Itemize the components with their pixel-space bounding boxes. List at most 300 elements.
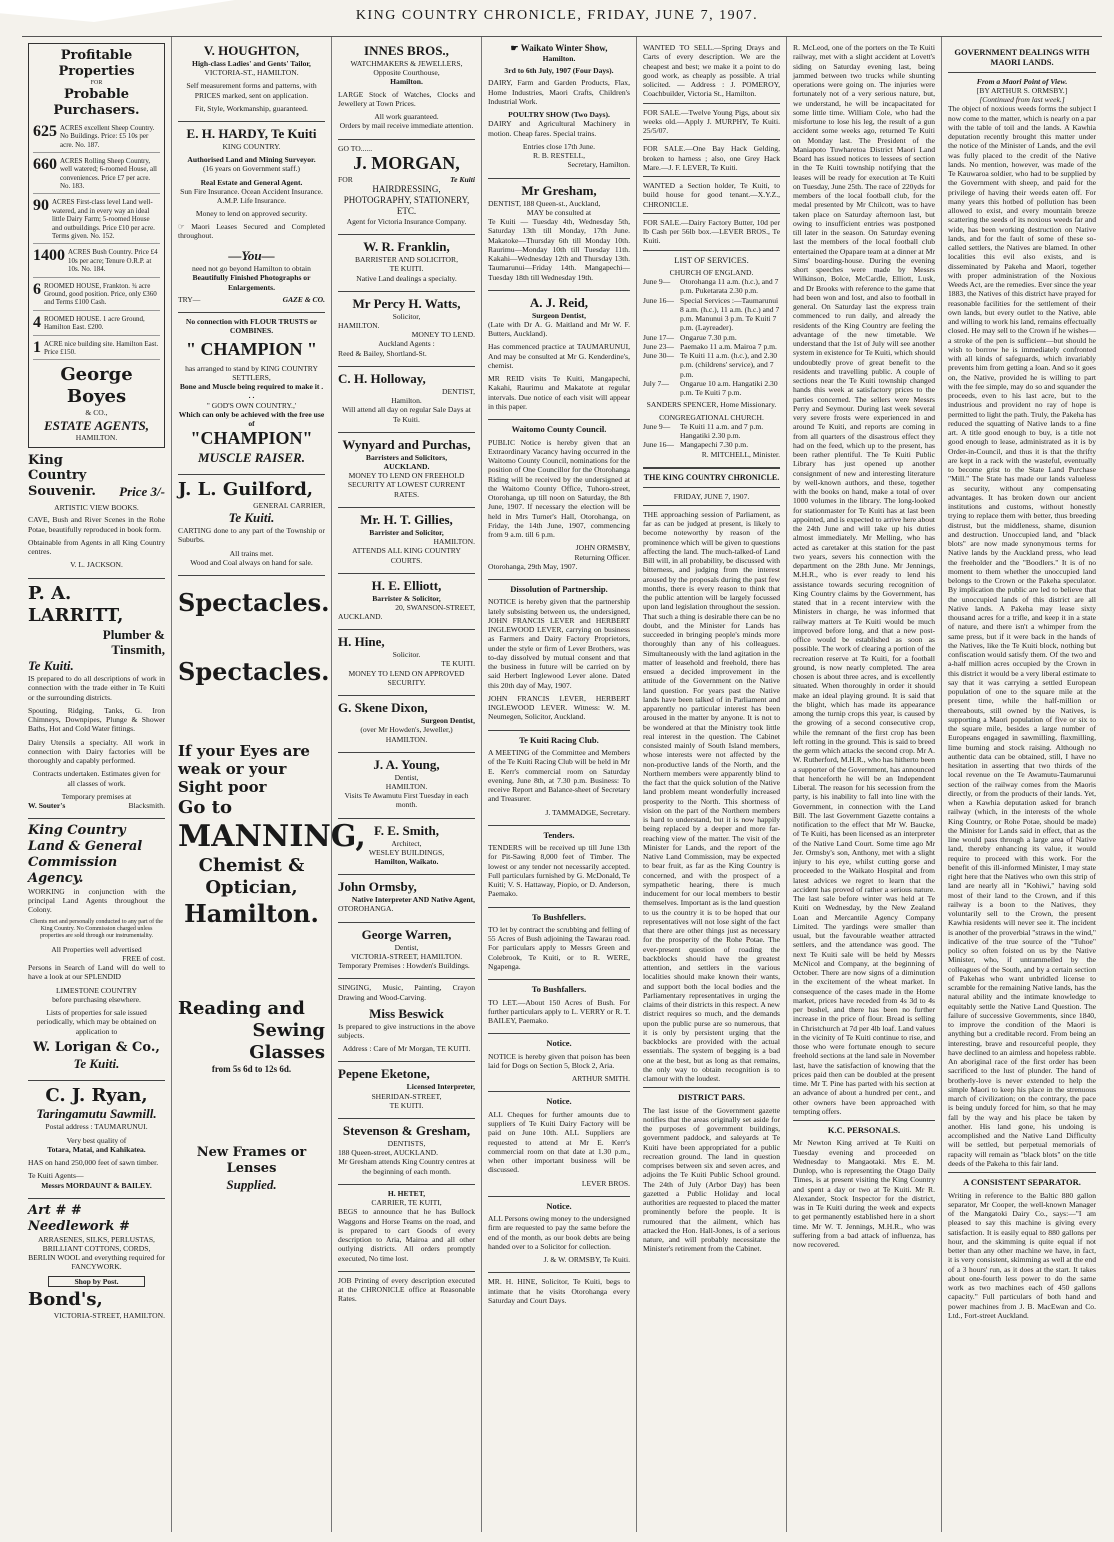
dixon-name: G. Skene Dixon, xyxy=(338,700,428,716)
guilford-trains: All trains met. xyxy=(229,548,274,558)
waitomo-body: PUBLIC Notice is hereby given that an Extraordinary Vacancy having occurred in the Waitomo County Council, nominations for the position of One Councillor for the Otorohanga Riding will be received by the undersigned at the Waitomo County Office, Tuhoro-street, Otorohanga, up till noon on Saturday, the 8th June, 1907. If necessary the election will be held in Mrs Turner's Hall, Otorohanga, on Friday, the 14th June, 1907, commencing from 9 a.m. till 6 p.m. xyxy=(488,437,630,540)
sg-name: Stevenson & Gresham, xyxy=(342,1123,471,1138)
champion-raiser: MUSCLE RAISER. xyxy=(198,450,305,466)
souvenir-sub: ARTISTIC VIEW BOOKS. xyxy=(54,503,139,513)
warren-ad xyxy=(338,927,475,971)
eketone-ad xyxy=(338,1066,475,1110)
eketone-sub: Licensed Interpreter, xyxy=(406,1082,475,1092)
guilford-wood: Wood and Coal always on hand for sale. xyxy=(190,557,313,567)
waikato-place: Hamilton. xyxy=(542,53,576,63)
champion-name2: "CHAMPION" xyxy=(190,428,313,449)
you: —You— xyxy=(228,248,275,264)
franklin-place: TE KUITI. xyxy=(389,264,424,274)
larritt-ad xyxy=(28,583,165,811)
young-place: HAMILTON. xyxy=(385,781,428,791)
hetet-name: H. HETET, xyxy=(387,1188,426,1198)
separator-body: Writing in reference to the Baltic 880 gallon separator, Mr Cooper, the well-known Manager of the Mangatoki Dairy Co., says:—"I am pleased to say this machine is giving every satisfaction. It is easily equal to 880 gallons per hour, and the skimming is quite equal if not better than any other machine we have, in fact, it is very consistent, skimming as well at the end of a 3 hours' run, as it does at the start. It takes about one-fourth less power to do the same work as two machines each of 450 gallons capacity." Full particulars of both hand and power machines from J. B. MacEwan and Co. Ltd., Fort-street Auckland. xyxy=(948,1190,1096,1320)
gresham-sched: Te Kuiti — Tuesday 4th, Wednesday 5th, Saturday 13th till Monday, 17th June. Makatoke—Thursday 6th till Monday 10th. Raurimu—Monday 10th till Tuesday 11th. Kakahi—Wednesday 12th and Thursday 13th. Taumarunui—Friday 14th. Mangapechi—Tuesday 18th till Wednesday 19th. xyxy=(488,217,630,282)
wanted-section: WANTED a Section holder, Te Kuiti, to build house for good tenant.—X.Y.Z., CHRONICLE. xyxy=(643,181,780,209)
watts-place: HAMILTON. xyxy=(338,320,380,330)
franklin-native: Native Land dealings a specialty. xyxy=(356,273,457,283)
waitomo-title: Waitomo County Council. xyxy=(511,424,607,435)
notice-cheques xyxy=(488,1096,630,1187)
boyes-name: George Boyes xyxy=(60,364,133,408)
masthead: KING COUNTRY CHRONICLE, FRIDAY, JUNE 7, 1907. xyxy=(355,8,759,23)
holloway-name: C. H. Holloway, xyxy=(338,370,426,386)
notice1-sign: ARTHUR SMITH. xyxy=(571,1074,630,1084)
profitable-title: Profitable Properties xyxy=(58,48,135,79)
beswick-body: SINGING, Music, Painting, Crayon Drawing and Wood-Carving. xyxy=(338,983,475,1002)
reading-2: Sewing Glasses xyxy=(249,1020,325,1064)
reading-price: from 5s 6d to 12s 6d. xyxy=(211,1064,292,1075)
souvenir-obtain: Obtainable from Agents in all King Country centres. xyxy=(28,537,165,557)
column-6 xyxy=(787,37,942,1532)
young-body: Visits Te Awamutu First Tuesday in each month. xyxy=(344,791,469,810)
newspaper-page xyxy=(22,36,1102,1532)
larritt-black: Blacksmith. xyxy=(128,801,165,811)
houghton-name: V. HOUGHTON, xyxy=(203,43,300,58)
ryan-timber: Totara, Matai, and Kahikatea. xyxy=(47,1144,146,1154)
district-body: The last issue of the Government gazette notifies that the areas originally set aside for the purposes of government buildings, government paddock, and saleyards at Te Kuiti have been appropriated for a public recreation ground. The land in question comprises between six and seven acres, and adjoins the Te Kuiti Public School ground. The 24th of July (Arbor Day) has been gazetted a Public Holiday and local authorities are requested to placed the matter prominently before the people. It is rumoured that the ailment, which has attacked the Hon. Hall-Jones, is of a serious nature, and will probably necessitate the Minister's retirement from the Cabinet. xyxy=(643,1105,780,1254)
boyes-co: & CO., xyxy=(85,408,108,418)
local-news: R. McLeod, one of the porters on the Te Kuiti railway, met with a slight accident at Lovett's siding on Saturday evening last, being jammed between two trucks while shunting operations were going on. The injuries were fortunately not of a very serious nature, but, we understand, he will be incapacitated for some little time. William Cole, who had the misfortune to lose his leg, the result of a gun accident some weeks ago, returned Te Kuiti on Monday last. The President of the Maniapoto Tuwharetoa District Maori Land Board has issued notices to lessees of section in the Te Kuiti township notifying that the leases will be ready for execution at Te Kuiti on Tuesday, June 25th. The race of 220yds for members of the local football club, for the medal presented by Mr Chilcott, was to have taken place on Saturday afternoon last, but owing to insufficient entries was postponed till later in the season. On Saturday evening last the members of the local football club entertained the Opapare team at a dinner at Mr Sims' boarding-house. During the evening short speeches were made by Messrs Wilkinson, Bolce, McCardle, Elliott, Lusk, and Dr Brooks with reference to the game that had been won and lost, and also to football in general. On Saturday last the express train commenced to run daily, and already the residents of the King Country are feeling the advantage of the new timetable. We understand that the 1st of July will see another system in existence for Te Kuiti, which should undoubtedly prove of great benefit to the residents and travelling public. A couple of sections near the Te Kuiti township changed hands this week at satisfactory prices to the parties concerned. The sellers were Messrs Perry and Seymour. During last week several very severe frosts were experienced in and around Te Kuiti, and reports are coming in from all quarters of the disastrous effect they had on the feed, which up to the present, has been rather plentiful. The Te Kuiti Public Library has just opened up another consignment of new and interesting literature by well-known authors, and these, together with the books on hand, make a total of over 1000 volumes in the library. The long-looked for stationmaster for Te Kuiti has at last been appointed, and is expected to arrive here about the 24th June and will take up his duties almost immediately. Mr Melling, who has acted as caretaker at this station for the past two years, severs his connection with the department on the 28th June. Mr Jennings, M.H.R., who is ever ready to lend his assistance towards securing recognition of King Country claims by the Government, has stated that in a recent interview with the Ministers in charge, he was informed that railway matters at Te Kuiti would be much improved before long, and that a new post-office would be established as soon as possible. The work of clearing a portion of the recreation reserve at Te Kuiti, for a football ground, is now nearly completed. The area chosen is about three acres, and is excellently situated. When thoroughly in order it should make an ideal playing ground. It is said that the blight, which has made its appearance among the turnip crops this year, is caused by the growing of a second consecutive crop, while the remnant of the first crop has been left rotting in the ground. This is said to breed the germ which attacks the second crop. Mr A. W. Rutherford, M.H.R., who has hitherto been a supporter of the Government, has announced that henceforth he will be an Independent Liberal. The reason for his secession from the party, is his inability to fall into line with the Government, in connection with the Land Bill. The last Government Gazette contains a notification to the effect that Mr W. Baucke, of Te Kuiti, has been licensed as an interpreter of the Native Land Court. Some time ago Mr Jer. Ormsby's son, Anthony, met with a slight injury to his eye, whilst cutting gorse and proceeded to the Waikato Hospital and from latest advices we regret to learn that the accident has proved of rather a serious nature. The last sale before winter was held at Te Kuiti on Wednesday, by the New Zealand Loan and Mercantile Agency Company Limited. The yardings were smaller than usual, but the favourable weather attracted settlers, and the attendance was good. The next Te Kuiti sale will be held by Messrs McNicol and Company, at the beginning of October. There are now signs of a diminution in the excitement of the wheat market. In consequence of the cases made in the Home market, prices have receded from 4s 3d to 4s per bushel, and there has been no further increase in the price of flour. Bread is selling in Christchurch at 7d per 4lb loaf. Land values in the vicinity of Te Kuiti continue to rise, and those who were fortunate enough to secure freehold sections at the land sale in November last, have the satisfaction of knowing that the prices paid then can be doubled at the present time. Mr T. Pine has parted with his section at an advance of about a hundred per cent., and other owners have been approached with tempting offers. xyxy=(793,43,935,1116)
probable-title: Probable Purchasers. xyxy=(53,87,140,118)
service-row: June 17— Ongarue 7.30 p.m. xyxy=(643,332,737,342)
notice3-title: Notice. xyxy=(546,1200,572,1211)
property-item: 90 ACRES First-class level Land well-watered, and in every way an ideal little Dairy Farm; 5-roomed House and outbuildings. Price £10 per acre. Terms given. No. 152. xyxy=(33,198,160,244)
sg-sub: DENTISTS, xyxy=(387,1138,426,1148)
dissolution-title: Dissolution of Partnership. xyxy=(510,584,608,595)
gaze-try: TRY— xyxy=(178,294,201,304)
waikato-body: DAIRY, Farm and Garden Products, Flax, Home Industries, Maori Crafts, Children's Industrial Work. xyxy=(488,78,630,106)
hardy-name: E. H. HARDY, Te Kuiti xyxy=(186,126,317,142)
ryan-agents: Te Kuiti Agents— xyxy=(28,1171,84,1181)
kc-land-before: before purchasing elsewhere. xyxy=(52,994,141,1004)
young-sub: Dentist, xyxy=(394,772,419,782)
service-row: June 23— Paemako 11 a.m. Mairoa 7 p.m. xyxy=(643,341,777,351)
watts-sub: Solicitor, xyxy=(392,311,421,321)
innes-ad xyxy=(338,43,475,131)
article-continued: [Continued from last week.] xyxy=(979,95,1065,105)
art-ad xyxy=(28,1203,165,1320)
kc-land-ad xyxy=(28,823,165,1071)
property-item: 660 ACRES Rolling Sheep Country, well watered; 6-roomed House, all conveniences. Price £7 per acre. No. 183. xyxy=(33,157,160,195)
guilford-place: Te Kuiti. xyxy=(228,510,275,526)
art-shop: Shop by Post. xyxy=(48,1276,145,1287)
hetet-sub: CARRIER, TE KUITI, xyxy=(371,1198,442,1208)
kc-land-body: WORKING in conjunction with the principal Land Agents throughout the Colony. xyxy=(28,886,165,915)
holloway-sub: DENTIST, xyxy=(442,386,475,396)
bush1-title: To Bushfellers. xyxy=(531,911,586,922)
guilford-ad xyxy=(178,479,325,567)
dissolution-notice xyxy=(488,584,630,722)
holloway-body: Will attend all day on regular Sale Days at Te Kuiti. xyxy=(342,405,471,424)
franklin-sub: BARRISTER AND SOLICITOR, xyxy=(354,255,459,265)
sg-addr: 188 Queen-street, AUCKLAND. xyxy=(338,1148,438,1158)
warren-temp: Temporary Premises : Howden's Buildings. xyxy=(338,961,470,971)
champion-bone: Bone and Muscle being required to make it . . . xyxy=(179,382,324,401)
kc-land-persons: Persons in Search of Land will do well to have a look at our SPLENDID xyxy=(28,963,165,982)
kc-land-props: All Properties well advertised xyxy=(51,944,142,954)
elliott-ad xyxy=(338,578,475,622)
elliott-place: AUCKLAND. xyxy=(338,612,383,622)
boyes-place: HAMILTON. xyxy=(75,433,118,443)
forsale-pigs: FOR SALE.—Twelve Young Pigs, about six weeks old.—Apply J. MURPHY, Te Kuiti. 25/5/07. xyxy=(643,107,780,135)
champion-noconn: No connection with FLOUR TRUSTS or COMBINES. xyxy=(185,317,318,336)
warren-sub: Dentist, xyxy=(394,942,419,952)
waikato-entries: Entries close 17th June. xyxy=(522,141,596,151)
ormsby-sub: Native Interpreter AND Native Agent, xyxy=(351,895,475,905)
forsale-hack: FOR SALE.—One Bay Hack Gelding, broken to harness ; also, one Grey Hack Mare.—J. F. LEVER, Te Kuiti. xyxy=(643,144,780,172)
art-title: Art # # Needlework # xyxy=(28,1202,130,1234)
larritt-premises: Temporary premises at xyxy=(61,791,132,801)
lorigan-place: Te Kuiti. xyxy=(73,1055,120,1071)
larritt-dairy: Dairy Utensils a specialty. All work in connection with Dairy factories will be thoroughly and capably performed. xyxy=(28,737,165,766)
guilford-body: CARTING done to any part of the Township or Suburbs. xyxy=(178,526,325,545)
paper-date: FRIDAY, JUNE 7, 1907. xyxy=(673,491,750,501)
wynyard-ad xyxy=(338,437,475,499)
hine-notice: MR. H. HINE, Solicitor, Te Kuiti, begs to intimate that he visits Otorohanga every Saturday and Court Days. xyxy=(488,1277,630,1305)
wynyard-body: MONEY TO LEND ON FREEHOLD SECURITY AT LOWEST CURRENT RATES. xyxy=(347,471,466,499)
gaze-bf: Beautifully Finished Photographs or Enlargements. xyxy=(192,273,311,292)
eketone-addr: SHERIDAN-STREET, xyxy=(371,1091,442,1101)
service-row: July 7— Ongarue 10 a.m. Hangatiki 2.30 p.m. Te Kuiti 7 p.m. xyxy=(643,378,778,398)
bush1-body: TO let by contract the scrubbing and felling of 55 Acres of Bush adjoining the Tawarau road. For particulars apply to Messrs Green and Colebrook, Te Kuiti, or to R. WERE, Ngapenga. xyxy=(488,924,630,971)
ryan-sub: Taringamutu Sawmill. xyxy=(36,1106,157,1122)
notice1-title: Notice. xyxy=(546,1038,572,1049)
article-title: GOVERNMENT DEALINGS WITH MAORI LANDS. xyxy=(954,47,1090,68)
column-3 xyxy=(332,37,482,1532)
tenders-notice xyxy=(488,830,630,899)
tenders-body: TENDERS will be received up till June 13th for Pit-Sawing 8,000 feet of Timber. The lowest or any tender not necessarily accepted. Full particulars furnished by G. McDonald, Te Kuiti; V. S. Hattaway, Piopio, or D. Anderson, Paemako. xyxy=(488,843,630,899)
racing-sign: J. TAMMADGE, Secretary. xyxy=(545,807,630,817)
services-list xyxy=(643,255,780,459)
spectacles-1: Spectacles. xyxy=(178,588,330,618)
art-body: ARRASENES, SILKS, PERLUSTAS, BRILLIANT COTTONS, CORDS, BERLIN WOOL and everything required for FANCYWORK. xyxy=(28,1234,165,1272)
forsale-butter: FOR SALE.—Dairy Factory Butter, 10d per lb Cash per 56lb box.—LEVER BROS., Te Kuiti. xyxy=(643,217,780,246)
notice1-body: NOTICE is hereby given that poison has been laid for Dogs on Section 5, Block 2, Aria. xyxy=(488,1051,630,1070)
property-item: 4 ROOMED HOUSE. 1 acre Ground, Hamilton East. £200. xyxy=(33,315,160,336)
eketone-place: TE KUITI. xyxy=(389,1100,424,1110)
ryan-has: HAS on hand 250,000 feet of sawn timber. xyxy=(28,1158,159,1168)
beswick-addr: Address : Care of Mr Morgan, TE KUITI. xyxy=(342,1044,471,1054)
church-cong: CONGREGATIONAL CHURCH. xyxy=(659,412,764,422)
separator-title: A CONSISTENT SEPARATOR. xyxy=(963,1177,1081,1188)
manning-name: MANNING, xyxy=(178,818,366,854)
boyes-title: ESTATE AGENTS, xyxy=(44,417,149,433)
gresham-sub: DENTIST, 188 Queen-st., Auckland, xyxy=(488,198,601,208)
wynyard-name: Wynyard and Purchas, xyxy=(342,436,471,452)
ormsby-ad xyxy=(338,879,475,913)
waitomo-date: Otorohanga, 29th May, 1907. xyxy=(488,561,578,571)
morgan-list: HAIRDRESSING, PHOTOGRAPHY, STATIONERY, ETC. xyxy=(343,184,470,216)
beswick-prep: Is prepared to give instructions in the above subjects. xyxy=(338,1021,475,1040)
lorigan-name: W. Lorigan & Co., xyxy=(33,1039,160,1055)
bonds-addr: VICTORIA-STREET, HAMILTON. xyxy=(53,1310,165,1320)
reid-body: Has commenced practice at TAUMARUNUI, And may be consulted at Mr G. Kenderdine's, chemist. xyxy=(488,342,630,370)
houghton-fit: Fit, Style, Workmanship, guaranteed. xyxy=(195,103,308,113)
morgan-ad xyxy=(338,144,475,227)
notice3-body: ALL Persons owing money to the undersigned firm are requested to pay the same before the end of the month, as our book debts are being handed over to a Solicitor for collection. xyxy=(488,1214,630,1251)
hine-sub: Solicitor. xyxy=(392,650,421,660)
service-row: June 9— Te Kuiti 11 a.m. and 7 p.m. Hangatiki 2.30 p.m. xyxy=(643,421,764,441)
houghton-body: Self measurement forms and patterns, with PRICES marked, sent on application. xyxy=(186,81,317,100)
reid-late: (Late with Dr A. G. Maitland and Mr W. F. Butters, Auckland). xyxy=(488,319,630,339)
gaze-body: need not go beyond Hamilton to obtain xyxy=(192,264,311,274)
property-item: 1400 ACRES Bush Country. Price £4 10s per acre; Tenure O.R.P. at 10s. No. 184. xyxy=(33,248,160,277)
houghton-sub: High-class Ladies' and Gents' Tailor, xyxy=(192,58,311,68)
gillies-place: HAMILTON. xyxy=(433,537,475,547)
property-item: 625 ACRES excellent Sheep Country. No Buildings. Price: £5 10s per acre. No. 187. xyxy=(33,124,160,153)
waikato-dates: 3rd to 6th July, 1907 (Four Days). xyxy=(504,66,614,76)
waikato-dairy: DAIRY and Agricultural Machinery in motion. Cheap fares. Special trains. xyxy=(488,119,630,138)
souvenir-body: CAVE, Bush and River Scenes in the Rohe Potae, beautifully reproduced in book form. xyxy=(28,515,165,534)
gresham-name: Mr Gresham, xyxy=(521,182,597,198)
notice2-sign: LEVER BROS. xyxy=(581,1178,630,1188)
watts-name: Mr Percy H. Watts, xyxy=(352,295,461,311)
personals-title: K.C. PERSONALS. xyxy=(827,1125,901,1135)
hetet-body: BEGS to announce that he has Bullock Waggons and Horse Teams on the road, and is prepared to cart Goods of every description to Aria, Mairoa and all other outlying districts. All orders promptly executed, No time lost. xyxy=(338,1207,475,1263)
larritt-trade2: Tinsmith, xyxy=(111,642,165,658)
champion-gods: " GOD'S OWN COUNTRY.,' xyxy=(206,400,297,410)
ryan-ad xyxy=(28,1085,165,1190)
waikato-show-ad xyxy=(488,43,630,170)
manning-place: Hamilton. xyxy=(184,899,319,929)
mitchell: R. MITCHELL, Minister. xyxy=(701,449,780,459)
gaze-name: GAZE & CO. xyxy=(282,294,325,304)
souvenir-price: Price 3/- xyxy=(119,484,165,500)
bush2-body: TO LET.—About 150 Acres of Bush. For further particulars apply to L. VERRY or R. T. BAILEY, Paemako. xyxy=(488,997,630,1026)
beswick-name: Miss Beswick xyxy=(369,1005,444,1021)
ryan-quality: Very best quality of xyxy=(66,1135,127,1145)
ryan-agents-name: Messrs MORDAUNT & BAILEY. xyxy=(41,1180,152,1190)
notice2-title: Notice. xyxy=(546,1096,572,1107)
property-item: 1 ACRE nice building site. Hamilton East. Price £150. xyxy=(33,340,160,361)
ryan-postal: Postal address : TAUMARUNUI. xyxy=(45,1122,148,1132)
column-5 xyxy=(637,37,787,1532)
hardy-real: Real Estate and General Agent. xyxy=(200,177,303,187)
dixon-sub: Surgeon Dentist, xyxy=(420,716,475,726)
column-7 xyxy=(942,37,1102,1532)
racing-title: Te Kuiti Racing Club. xyxy=(519,734,599,745)
holloway-place: Hamilton. xyxy=(391,396,422,406)
job-ad: JOB Printing of every description executed at the CHRONICLE office at Reasonable Rates. xyxy=(338,1275,475,1304)
racing-body: A MEETING of the Committee and Members of the Te Kuiti Racing Club will be held in Mr E. Kerr's commercial room on Saturday evening, June 8th, at 7.30 p.m. Business: To receive Report and Balance-sheet of Secretary and Treasurer. xyxy=(488,748,630,804)
young-ad xyxy=(338,757,475,810)
service-row: June 9— Otorohanga 11 a.m. (h.c.), and 7 p.m. Puketarata 2.30 p.m. xyxy=(643,277,779,296)
watts-agents: Auckland Agents : xyxy=(378,339,435,349)
wanted-drays: WANTED TO SELL.—Spring Drays and Carts of every description. We are the cheapest and best; we make it a point to do good work, as cheaply as possible. A trial solicited. — Address : J. POMEROY, Coachbuilder, Victoria St., Hamilton. xyxy=(643,43,780,99)
innes-place: Hamilton. xyxy=(390,77,423,87)
morgan-for: FOR xyxy=(338,174,353,184)
eketone-name: Pepene Eketone, xyxy=(338,1066,430,1082)
souvenir-sign: V. L. JACKSON. xyxy=(70,560,123,570)
hand-icon: ☛ xyxy=(510,43,519,53)
guilford-name: J. L. Guilford, xyxy=(178,479,314,501)
larritt-items: Spouting, Ridging, Tanks, G. Iron Chimneys, Downpipes, Plunge & Shower Baths, Hot and Cold Water fittings. xyxy=(28,705,165,734)
young-name: J. A. Young, xyxy=(373,756,440,772)
warren-addr: VICTORIA-STREET, HAMILTON. xyxy=(350,951,463,961)
kc-land-clients: Clients met and personally conducted to any part of the King Country. No Commission charged unless properties are sold through our instrumentality. xyxy=(30,918,163,940)
hardy-ad xyxy=(178,126,325,240)
reid-sub: Surgeon Dentist, xyxy=(531,310,586,320)
hine-place: TE KUITI. xyxy=(441,659,475,669)
profitable-for: FOR xyxy=(90,79,103,86)
dixon-place: HAMILTON. xyxy=(385,734,428,744)
article-subtitle: From a Maori Point of View. xyxy=(976,76,1068,86)
innes-guar: All work guaranteed. xyxy=(374,112,439,122)
district-title: DISTRICT PARS. xyxy=(678,1092,745,1103)
hine-ad xyxy=(338,634,475,687)
hetet-ad xyxy=(338,1189,475,1263)
notice3-sign: J. & W. ORMSBY, Te Kuiti. xyxy=(543,1255,630,1265)
morgan-name: J. MORGAN, xyxy=(353,152,460,173)
services-title: LIST OF SERVICES. xyxy=(674,254,749,265)
hardy-auth: Authorised Land and Mining Surveyor. xyxy=(187,155,316,165)
sg-ad xyxy=(338,1123,475,1176)
sg-body: Mr Gresham attends King Country centres at the beginning of each month. xyxy=(338,1157,475,1176)
boyes-ad xyxy=(28,43,165,448)
racing-notice xyxy=(488,735,630,817)
larritt-body: IS prepared to do all descriptions of work in connection with the trade either in Te Kuiti or the surrounding districts. xyxy=(28,674,165,702)
manning-if: If your Eyes are weak or your Sight poor xyxy=(178,741,310,797)
innes-body: LARGE Stock of Watches, Clocks and Jewellery at Town Prices. xyxy=(338,89,475,108)
larritt-place: Te Kuiti. xyxy=(28,658,74,674)
spencer: SANDERS SPENCER, Home Missionary. xyxy=(646,400,777,410)
restell-sub: Secretary, Hamilton. xyxy=(567,160,630,170)
kc-land-lime: LIMESTONE COUNTRY xyxy=(55,985,138,995)
waitomo-ret: Returning Officer. xyxy=(574,552,630,562)
church-eng: CHURCH OF ENGLAND. xyxy=(669,267,754,277)
warren-name: George Warren, xyxy=(361,926,452,942)
smith-sub: Architect, xyxy=(391,838,422,848)
guilford-sub: GENERAL CARRIER, xyxy=(253,501,325,511)
gresham-may: MAY be consulted at xyxy=(526,207,592,217)
elliott-name: H. E. Elliott, xyxy=(371,577,442,593)
innes-name: INNES BROS., xyxy=(364,43,449,58)
ryan-name: C. J. Ryan, xyxy=(45,1084,148,1106)
hine-name: H. Hine, xyxy=(338,634,385,650)
gillies-body: ATTENDS ALL KING COUNTRY COURTS. xyxy=(352,546,461,565)
dixon-ad xyxy=(338,700,475,744)
tenders-title: Tenders. xyxy=(543,829,575,840)
larritt-contracts: Contracts undertaken. Estimates given for all classes of work. xyxy=(32,769,161,788)
editorial: THE approaching session of Parliament, as far as can be judged at present, is likely to become noteworthy by reason of the prominence which will be given to questions affecting the land. The much-talked-of Land Bill will, in all probability, be discussed with bitterness, and judging from the interest aroused by the proposals during the past few months, there is every reason to think that the public attention will be largely focussed upon land legislation throughout the session. That such a thing is desirable there can be no doubt, and the Minister for Lands has succeeded in bringing people's minds more thoroughly than any of his colleagues. Simultaneously with the land agitation in the matter of leasehold and freehold, there has ensued a decided improvement in the attitude of the Government on the Native land question. For years past the Native lands have been talked of in Parliament and apparently no particular interest has been aroused in the matter by anyone. It is not to be wondered at that the Ministry took little real interest in the question. The Cabinet consisted mainly of South Island members, whose interests were not affected by the non-productive lands of the North, and the Northern members were apparently blind to the fact that the quick solution of the Native land problem meant wonderfully increased prosperity to the North. This shortness of vision on the part of the Northern members is hard to understand, but it is now happily being replaced by a deeper and more far-reaching view of the matter. The visit of the Minister for Lands, and the report of the Native Land Commission, may be expected to bear fruit, as far as the King Country is concerned, and with the prospect of a sympathetic hearing, there is much inducement for our local members to bestir themselves. Important as is the land question to us the country it is to be hoped that our representatives will not lose sight of the fact that there are other things just as necessary for the prosperity of the Rohe Potae. The ever-present question of roading the backblocks should have the greatest attention, and settlers in the various localities should make known their wants, and support both the local bodies and the Parliamentary representatives in urging the claims of their districts in this respect. A new district requires so much, and the demands upon the public purse are so numerous, that it is only by persistent urging that the backblocks are provided with the actual essentials. The system of begging is a bad one at the best, but as long as that remains, the only way to obtain recognition is to clamour with the loudest. xyxy=(643,509,780,1084)
pointing-hand-icon: ☞ xyxy=(178,221,185,231)
smith-place: Hamilton, Waikato. xyxy=(374,857,439,867)
notice-owing xyxy=(488,1201,630,1265)
bushfallers-notice xyxy=(488,984,630,1025)
property-list xyxy=(33,124,160,361)
personals-body: Mr Newton King arrived at Te Kuiti on Tuesday evening and proceeded on Wednesday to Mangaotaki. Mrs E. M. Dunlop, who is representing the Otago Daily Times, is at present visiting the King Country and spent a day or two at Te Kuiti. Mr R. Alexander, Stock Inspector for the district, was in Te Kuiti during the week and expects to get permanently established here in a short time. Mr W. T. Jennings, M.H.R., who was suffering from a bad attack of influenza, has now recovered. xyxy=(793,1138,935,1250)
champion-body: has arranged to stand by KING COUNTRY SETTLERS, xyxy=(185,363,318,382)
wynyard-sub: Barristers and Solicitors, xyxy=(365,452,448,462)
holloway-ad xyxy=(338,371,475,424)
champion-which: Which can only be achieved with the free use of xyxy=(178,409,325,429)
morgan-goto: GO TO...... xyxy=(338,143,373,153)
article-body: The object of noxious weeds forms the subject I now come to the matter, which is nearly on a par with the table of toil and the lands. A Kawhia deputation recently brought this matter under the notice of the Minister of Lands, and the evil was fully placed to the credit of the Native lands. No mention, however, was made of the Te Kauwaroa soldier, who had to be supplied by the Government with sheep, and paid for the privilege of having their weeds eaten off. For many years this hotbed of pollution has been allowed to exist, and every mountain breeze scattering the seeds of its noxious weeds far and wide, has been working destruction on Native lands, and for the fault of some of these so-called settlers, the Natives are blamed. In other localities this evil also exists, and is disseminated by Pakeha and Maori, together with proper administration of the Noxious Weeds Act, are the remedies. Ever since the year 1883, the Natives of this district have prayed for reasonable facilities for the settlement of their own lands, but every outlet to the Native, able and willing to work his land, remains effectually closed. He may sell to the Crown if he wishes—a stroke of the pen is sufficient—but should he wish to borrow he is immediately confronted with all kinds of safeguards, which invariably prevents him from getting a loan. And so it goes on, the Native, provided he is willing to part with the fee simple, may do so and squander the proceeds, even to his last acre, but to the industrious and provident no ray of hope is permitted to light the path. Truly, the Pakeha has reduced the squatting of Native lands to a fine art. A title good enough to buy, is a title not good enough to lease, administrated as it is by Order-in-Council, and thus it is that the thrifty are kept in a rack with the wasteful, eventually to become grist to the State Land Purchase "Mill." The State has made our lands valueless as security, without any compensating advantages. It has broken down our ancient institutions and customs, without honestly trying to replace them with better, thus breeding distrust, but the middleness, shame, disunion and destruction. Unoccupied land, and "black blots" are now made synonymous terms for Native lands by the Auckland press, who lead the freeholder and the "Boodlers." It is of no moment to them whether the unoccupied land belongs to the Crown or the Pakeha speculator. By implication the public are led to believe that the unoccupied lands of this district are all Native lands. A Pakeha may lease sixty thousand acres for a trifle, and keep it in a state of nature, and there isn't a whimper from the same press, but if it were back in the hands of the Natives, like the Te Kuiti block, nothing but confiscation would satisfy them. Of the two and a-half million acres occupied by the Crown in this district it would be a very liberal estimate to say that it was carrying a settled European population of one to the square mile at the present time, while the half-million or thereabouts, still owned by the Natives, is supporting a Maori population of five or six to the square mile, besides a large number of Europeans engaged in sawmilling, flaxmilling, lime burning and stock raising. Although no authentic data can be obtained, still, I have no hesitation in asserting that two thirds of the local revenue on the Te Awamutu-Taumarunui section of the railway comes from the Maoris directly, or from the products of their lands. Yet, when a Kawhia deputation asked for branch railway (which, in the interests of the whole King Country, or Rohe Potae, should be made) the Minister for Lands said in effect, that as the line would pass through a large area of Native land, thereby enhancing its value, it would require to proceed with this work. For the benefit of this ill-informed Minister, I may state right here that the Natives who own this strip of land are nearly all in "Kohiwi," having sold most of their land to the Crown, and if this railway is a boon to the Natives, they voluntarily sell to the Crown, the present Kawhia residents will never see it. The incident is another of the proverbial "straws in the wind," indicative of the true source of the "Tuhoe" policy so often foisted on us by the Native Minister, who, if untrammelled by the colleagues of the South, and by a certain section of Pakehas who want unbridled license to scramble for the remaining Native lands, has the natural ability and the intimate knowledge to equitably settle the Native Land Question. The failure of successive Governments, since 1840, to improve the condition of the Maori is anything but a creditable record. From being an interesting, brave and resourceful people, they have declined to an aimless and hopeless rabble. An aboriginal race of the first order has been sacrificed to the lust of plunder. The hand of brotherly-love is never extended to help the simple Maori to keep his place in the strenuous march of civilization; on the contrary, the pace is being unduly forced for him, so that he may fall by the way and his place be taken by another. His land gone, his undoing is accomplished and the Native Land Difficulty will be settled, but perpetual memorials of rapacity will remain as "black blots" on the title deeds of the Pakeha to this fair land. xyxy=(948,104,1096,1168)
restell-name: R. B. RESTELL, xyxy=(532,151,586,161)
hardy-maori: ☞ Maori Leases Secured and Completed throughout. xyxy=(178,221,325,240)
column-1 xyxy=(22,37,172,1532)
service-row: June 16— Mangapechi 7.30 p.m. xyxy=(643,440,749,450)
gillies-ad xyxy=(338,512,475,565)
frames: New Frames or Lenses xyxy=(196,1145,307,1176)
notice-poison xyxy=(488,1038,630,1083)
smith-ad xyxy=(338,823,475,867)
larritt-trade1: Plumber & xyxy=(102,626,165,642)
kc-land-title: King Country Land & General Commission Agency. xyxy=(28,823,143,886)
innes-orders: Orders by mail receive immediate attention. xyxy=(339,121,474,131)
reid-visits: MR REID visits Te Kuiti, Mangapechi, Kakahi, Raurimu and Makatote at regular intervals. Due notice of each visit will appear in this paper. xyxy=(488,374,630,411)
bushfellers-notice xyxy=(488,912,630,972)
wynyard-place: AUCKLAND. xyxy=(383,461,430,471)
smith-bld: WESLEY BUILDINGS, xyxy=(368,847,445,857)
service-row: June 30— Te Kuiti 11 a.m. (h.c.), and 2.30 p.m. (childrens' service), and 7 p.m. xyxy=(643,351,778,379)
manning-sub: Chemist & Optician, xyxy=(198,855,305,899)
dissolution-body: NOTICE is hereby given that the partnership lately subsisting between us, the undersigned, JOHN FRANCIS LEVER and HERBERT INGLEWOOD LEVER, carrying on business as Farmers and Dairy Factory Proprietors, under the style or firm of Lever Brothers, was to-day dissolved by mutual consent and that the business in future will be carried on by said Herbert Inglewood Lever alone. Dated this 20th day of May, 1907. xyxy=(488,597,630,690)
larritt-souter: W. Souter's xyxy=(28,801,66,811)
property-item: 6 ROOMED HOUSE, Frankton. ¾ acre Ground, good position. Price, only £360 and Terms £100 Cash. xyxy=(33,282,160,311)
hardy-place: KING COUNTRY. xyxy=(222,141,281,151)
dissolution-sign: JOHN FRANCIS LEVER, HERBERT INGLEWOOD LEVER. Witness: W. M. Neumegen, Solicitor, Auckland. xyxy=(488,693,630,722)
gaze-ad xyxy=(178,248,325,304)
watts-ad xyxy=(338,296,475,358)
morgan-place: Te Kuiti xyxy=(450,174,475,184)
souvenir-ad xyxy=(28,453,165,570)
waikato-title: ☛ Waikato Winter Show, xyxy=(510,43,608,53)
gillies-sub: Barrister and Solicitor, xyxy=(369,527,444,537)
larritt-name: P. A. LARRITT, xyxy=(28,582,124,626)
reading-1: Reading and xyxy=(178,998,305,1020)
dixon-over: (over Mr Howden's, Jeweller,) xyxy=(360,725,453,735)
waitomo-sign: JOHN ORMSBY, xyxy=(575,543,630,553)
hardy-years: (16 years on Government staff.) xyxy=(202,164,301,174)
ormsby-name: John Ormsby, xyxy=(338,879,417,895)
notice2-body: ALL Cheques for further amounts due to suppliers of Te Kuiti Dairy Factory will be paid on June 10th. ALL Suppliers are requested to attend at Mr E. Kerr's commercial room on that date at 1.30 p.m., when other important business will be discussed. xyxy=(488,1109,630,1175)
watts-reed: Reed & Bailey, Shortland-St. xyxy=(338,348,427,358)
frames-sup: Supplied. xyxy=(226,1176,277,1192)
hardy-ins: Sun Fire Insurance. Ocean Accident Insurance. A.M.P. Life Insurance. xyxy=(180,186,323,206)
reid-ad xyxy=(488,295,630,411)
service-row: June 16— Special Services :—Taumarunui 8 a.m. (h.c.), 11 a.m. (h.c.) and 7 p.m. Manunui 3 p.m. Te Kuiti 7 p.m. (Layreader). xyxy=(643,295,780,333)
poultry: POULTRY SHOW (Two Days). xyxy=(508,110,610,120)
ormsby-place: OTOROHANGA. xyxy=(338,904,394,914)
paper-title: THE KING COUNTRY CHRONICLE. xyxy=(643,472,780,482)
bush2-title: To Bushfallers. xyxy=(531,984,587,995)
hine-body: MONEY TO LEND ON APPROVED SECURITY. xyxy=(348,668,465,687)
column-4 xyxy=(482,37,637,1532)
gillies-name: Mr. H. T. Gillies, xyxy=(360,511,453,527)
manning-go: Go to xyxy=(178,796,232,818)
waitomo-notice xyxy=(488,424,630,571)
houghton-ad xyxy=(178,43,325,113)
watts-money: MONEY TO LEND. xyxy=(411,330,475,340)
hardy-money: Money to lend on approved security. xyxy=(195,209,308,219)
morgan-agent: Agent for Victoria Insurance Company. xyxy=(346,216,467,226)
innes-opp: Opposite Courthouse, xyxy=(373,68,440,78)
reid-name: A. J. Reid, xyxy=(529,294,589,310)
beswick-ad xyxy=(338,983,475,1053)
spectacles-2: Spectacles. xyxy=(178,657,330,687)
kc-land-lists: Lists of properties for sale issued periodically, which may be obtained on application to xyxy=(36,1008,157,1036)
smith-name: F. E. Smith, xyxy=(374,822,439,838)
gresham-ad xyxy=(488,183,630,282)
bonds-name: Bond's, xyxy=(28,1288,103,1310)
elliott-addr: 20, SWANSON-STREET, xyxy=(395,602,475,612)
elliott-sub: Barrister & Solicitor, xyxy=(372,593,441,603)
franklin-ad xyxy=(338,239,475,283)
